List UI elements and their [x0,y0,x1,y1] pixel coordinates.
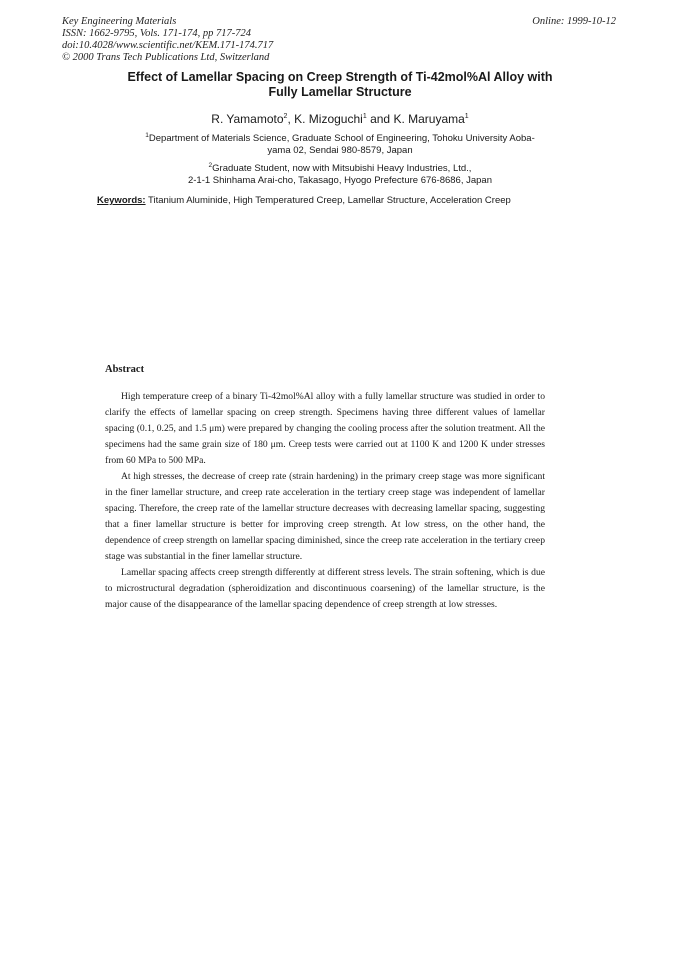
author-affiliation-mark: 1 [464,113,469,120]
title-line-2: Fully Lamellar Structure [268,85,412,99]
keywords-label: Keywords: [97,195,146,206]
author-separator: and [366,112,394,126]
online-date: Online: 1999-10-12 [532,16,616,27]
author-affiliation-mark: 2 [283,113,288,120]
affiliation-mark: 1 [145,132,149,139]
abstract-heading: Abstract [105,364,145,375]
copyright-line: © 2000 Trans Tech Publications Ltd, Switzerland [62,52,270,63]
affiliation-mark: 2 [208,162,213,169]
author-name: K. Mizoguchi [294,112,363,126]
affiliation-text: Department of Materials Science, Graduate School of Engineering, Tohoku University Aoba- [148,133,535,145]
keywords-block [97,195,543,207]
abstract-paragraph: High temperature creep of a binary Ti-42mol%Al alloy with a fully lamellar structure was studied in order to clarify the effects of lamellar spacing on creep strength. Specimens having three different values of lamellar spacing (0.1, 0.25, and 1.5 μm) were prepared by changing the cooling process after the solution treatment. All the specimens had the same grain size of 180 μm. Creep tests were carried out at 1100 K and 1200 K under stresses from 60 MPa to 500 MPa. [105,391,545,466]
abstract-paragraph: At high stresses, the decrease of creep rate (strain hardening) in the primary creep stage was more significant in the finer lamellar structure, and creep rate acceleration in the tertiary creep stage was independent of lamellar spacing. Therefore, the creep rate of the lamellar structure decreases with decreasing lamellar spacing, suggesting that a finer lamellar structure is better for improving creep strength. At low stress, on the other hand, the dependence of creep strength on lamellar spacing diminished, since the creep rate acceleration in the tertiary creep stage was substantial in the finer lamellar structure. [105,471,545,562]
affiliation-line [100,130,580,145]
abstract-body [105,389,545,613]
affiliation-text: 2-1-1 Shinhama Arai-cho, Takasago, Hyogo Prefecture 676-8686, Japan [187,175,492,187]
issn-line: ISSN: 1662-9795, Vols. 171-174, pp 717-724 [62,28,251,39]
doi-line: doi:10.4028/www.scientific.net/KEM.171-174.717 [62,40,274,51]
author-name: K. Maruyama [393,112,465,126]
affiliation-text: yama 02, Sendai 980-8579, Japan [267,145,413,157]
affiliation-text: Graduate Student, now with Mitsubishi Heavy Industries, Ltd., [212,163,472,175]
title-line-1: Effect of Lamellar Spacing on Creep Strength of Ti-42mol%Al Alloy with [127,70,553,84]
author-affiliation-mark: 1 [362,113,367,120]
affiliation-1 [100,130,580,157]
abstract-paragraph: Lamellar spacing affects creep strength differently at different stress levels. The strain softening, which is due to microstructural degradation (spheroidization and discontinuous coarsening) of the lamellar structure, is the major cause of the disappearance of the lamellar spacing dependence of creep strength at low stresses. [105,567,545,610]
author-list [80,112,600,126]
keywords-text: Titanium Aluminide, High Temperatured Creep, Lamellar Structure, Acceleration Creep [148,195,511,206]
affiliation-line [100,160,580,175]
paper-title [80,70,600,100]
publication-info [62,16,273,64]
author-separator: , [287,112,295,126]
affiliation-2 [100,160,580,187]
author-name: R. Yamamoto [211,112,284,126]
journal-name: Key Engineering Materials [62,16,177,27]
